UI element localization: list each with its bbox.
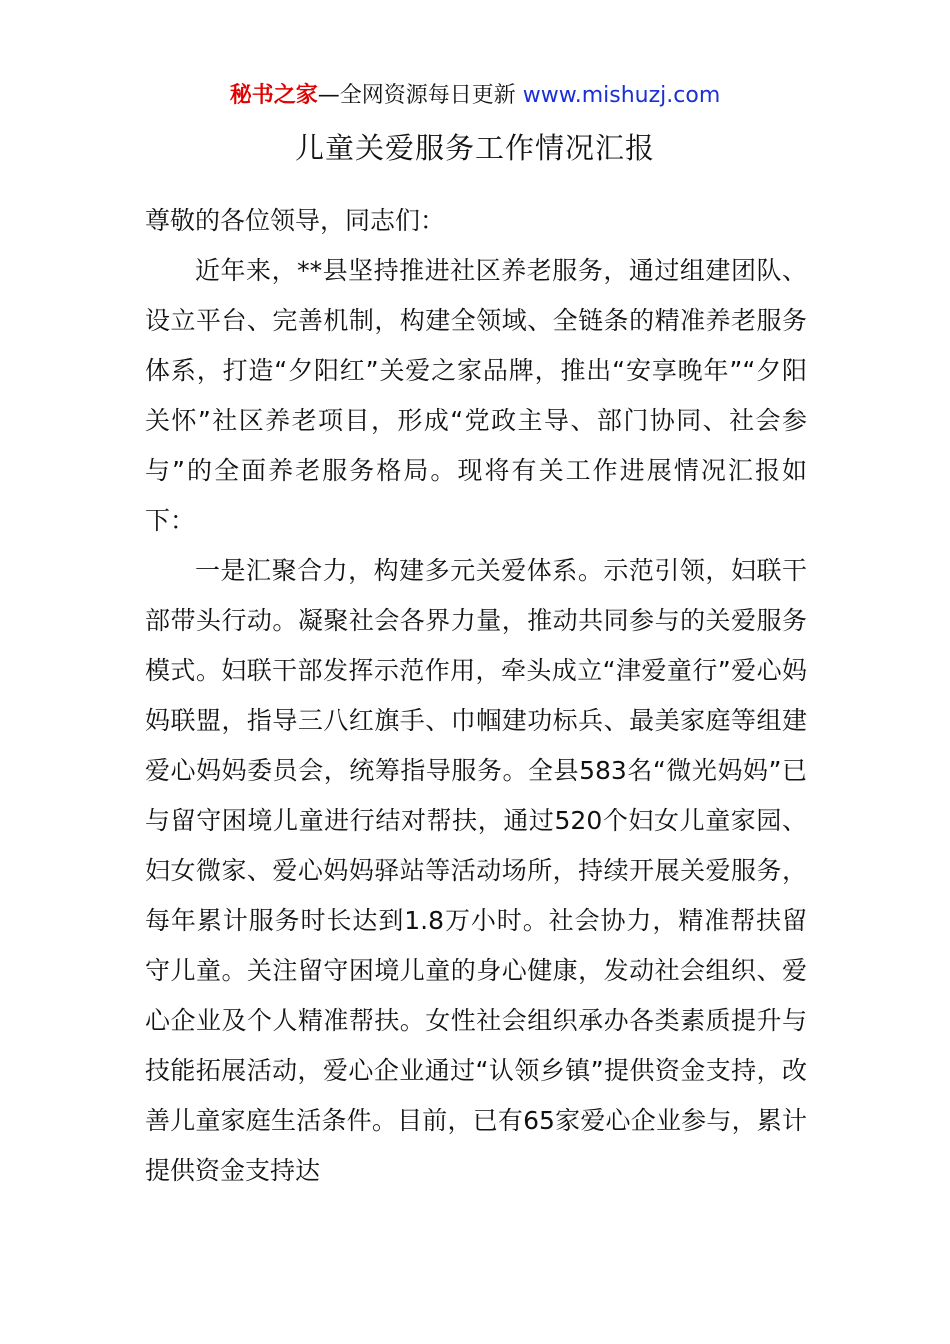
document-body [145,196,807,1196]
site-header [0,80,950,112]
site-brand: 秘书之家 [229,83,318,108]
salutation: 尊敬的各位领导，同志们： [145,206,446,235]
site-tagline: —全网资源每日更新 [317,83,516,108]
site-url[interactable]: www.mishuzj.com [522,83,721,108]
paragraph-section-one: 一是汇聚合力，构建多元关爱体系。示范引领，妇联干部带头行动。凝聚社会各界力量，推动共同参与的关爱服务模式。妇联干部发挥示范作用，牵头成立“津爱童行”爱心妈妈联盟，指导三八红旗手、巾帼建功标兵、最美家庭等组建爱心妈妈委员会，统筹指导服务。全县583名“微光妈妈”已与留守困境儿童进行结对帮扶，通过520个妇女儿童家园、妇女微家、爱心妈妈驿站等活动场所，持续开展关爱服务，每年累计服务时长达到1.8万小时。社会协力，精准帮扶留守儿童。关注留守困境儿童的身心健康，发动社会组织、爱心企业及个人精准帮扶。女性社会组织承办各类素质提升与技能拓展活动，爱心企业通过“认领乡镇”提供资金支持，改善儿童家庭生活条件。目前，已有65家爱心企业参与，累计提供资金支持达 [145,556,807,1185]
paragraph-intro: 近年来，**县坚持推进社区养老服务，通过组建团队、设立平台、完善机制，构建全领域、全链条的精准养老服务体系，打造“夕阳红”关爱之家品牌，推出“安享晚年”“夕阳关怀”社区养老项目，形成“党政主导、部门协同、社会参与”的全面养老服务格局。现将有关工作进展情况汇报如下： [145,256,807,535]
document-title: 儿童关爱服务工作情况汇报 [294,131,655,165]
